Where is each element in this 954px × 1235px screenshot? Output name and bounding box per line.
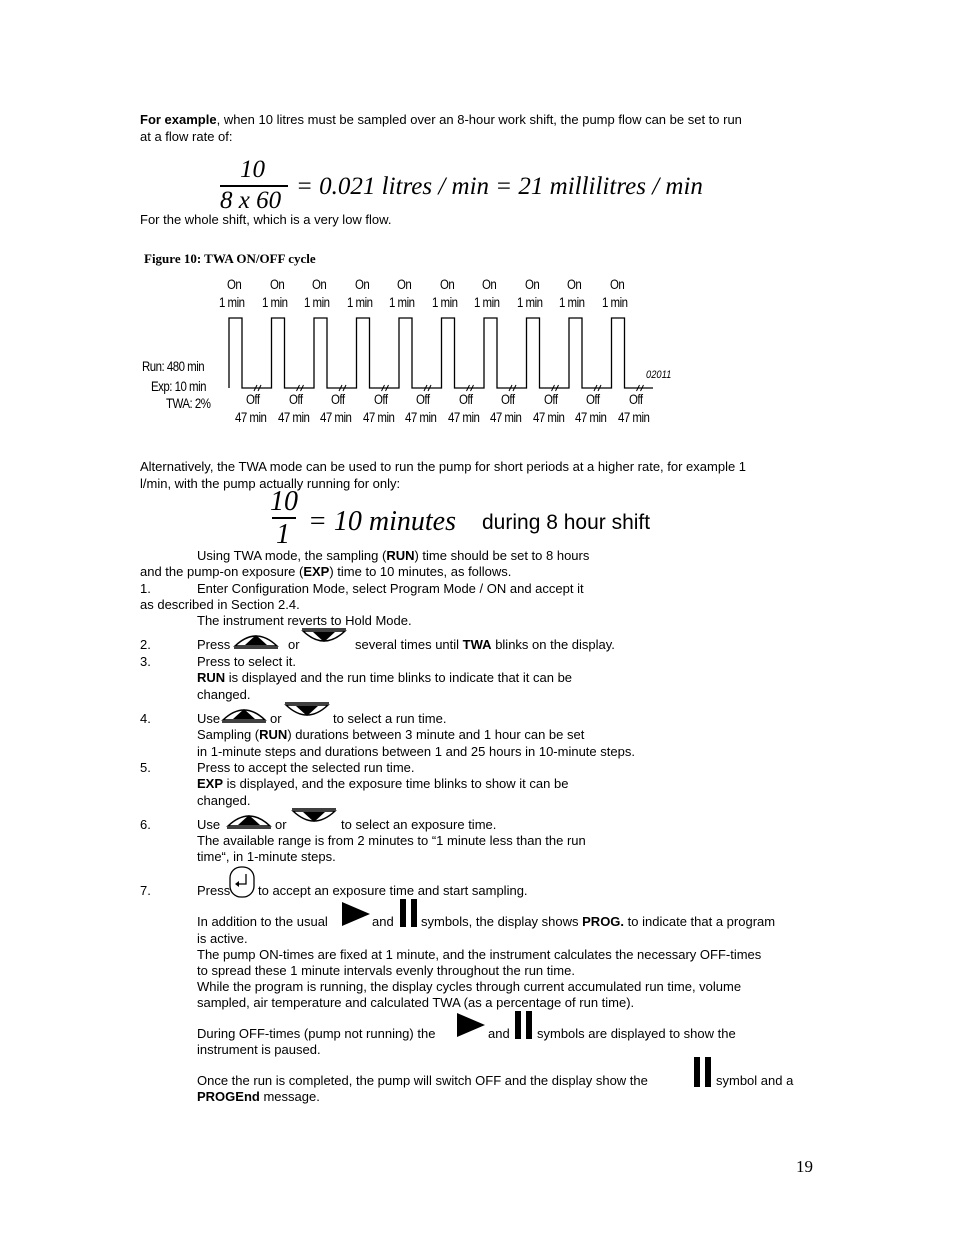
step-1-line-2: as described in Section 2.4. bbox=[140, 597, 300, 612]
step-2-rest: several times until TWA blinks on the display. bbox=[355, 637, 615, 652]
on-label: On bbox=[482, 277, 497, 292]
step-6-line-3: time“, in 1-minute steps. bbox=[197, 849, 336, 864]
on-label: On bbox=[439, 277, 454, 292]
off-label: Off bbox=[501, 392, 515, 407]
on-label: On bbox=[312, 277, 327, 292]
on-label: On bbox=[609, 277, 624, 292]
formula2-rhs: = 10 minutes bbox=[308, 506, 456, 537]
off-duration-label: 47 min bbox=[617, 410, 649, 425]
alt-line-2: l/min, with the pump actually running for only: bbox=[140, 476, 401, 491]
off-duration-label: 47 min bbox=[490, 410, 522, 425]
step-2-press: Press bbox=[197, 637, 231, 652]
on-duration-label: 1 min bbox=[261, 295, 288, 310]
down-arrow-button-icon bbox=[300, 626, 348, 650]
off-duration-label: 47 min bbox=[532, 410, 564, 425]
off-label: Off bbox=[373, 392, 388, 407]
using-line-1: Using TWA mode, the sampling (RUN) time should be set to 8 hours bbox=[197, 548, 590, 563]
figure-caption: Figure 10: TWA ON/OFF cycle bbox=[144, 251, 316, 266]
note-1-and: and bbox=[372, 914, 394, 929]
step-2-number: 2. bbox=[140, 637, 151, 652]
off-duration-label: 47 min bbox=[235, 410, 267, 425]
off-duration-label: 47 min bbox=[320, 410, 352, 425]
on-duration-label: 1 min bbox=[389, 295, 415, 310]
page-number: 19 bbox=[796, 1157, 813, 1176]
alt-line-1: Alternatively, the TWA mode can be used to run the pump for short periods at a higher rate, for example 1 bbox=[140, 459, 747, 474]
up-arrow-button-icon bbox=[225, 807, 273, 831]
intro-line-1: For example, when 10 litres must be sampled over an 8-hour work shift, the pump flow can be set to run bbox=[140, 112, 742, 127]
on-label: On bbox=[524, 277, 539, 292]
step-1-number: 1. bbox=[140, 581, 151, 596]
note-1-a: In addition to the usual bbox=[197, 914, 328, 929]
step-1-line-1: Enter Configuration Mode, select Program Mode / ON and accept it bbox=[197, 581, 584, 596]
on-label: On bbox=[397, 277, 412, 292]
note-5-b: symbol and a bbox=[716, 1073, 794, 1088]
off-duration-label: 47 min bbox=[362, 410, 394, 425]
intro-lead: For example bbox=[140, 112, 217, 127]
on-duration-label: 1 min bbox=[516, 295, 543, 310]
on-duration-label: 1 min bbox=[601, 295, 628, 310]
off-label: Off bbox=[331, 392, 345, 407]
off-duration-label: 47 min bbox=[575, 410, 607, 425]
step-6-line-2: The available range is from 2 minutes to “1 minute less than the run bbox=[197, 833, 586, 848]
off-label: Off bbox=[628, 392, 643, 407]
twa-cycle-diagram bbox=[0, 0, 954, 440]
off-duration-label: 47 min bbox=[447, 410, 479, 425]
formula2-denominator: 1 bbox=[276, 519, 290, 550]
on-label: On bbox=[269, 277, 284, 292]
off-label: Off bbox=[246, 392, 260, 407]
step-3-line-2: RUN is displayed and the run time blinks to indicate that it can be bbox=[197, 670, 573, 685]
off-label: Off bbox=[543, 392, 558, 407]
off-label: Off bbox=[586, 392, 600, 407]
step-6-or: or bbox=[275, 817, 287, 832]
using-line-2: and the pump-on exposure (EXP) time to 10 minutes, as follows. bbox=[140, 564, 512, 579]
step-7-number: 7. bbox=[140, 883, 151, 898]
step-2-or: or bbox=[288, 637, 300, 652]
exp-label: Exp: 10 min bbox=[151, 379, 206, 394]
formula2-numerator: 10 bbox=[270, 486, 298, 517]
step-6-end: to select an exposure time. bbox=[341, 817, 497, 832]
pause-icon bbox=[399, 898, 419, 928]
formula1-denominator: 8 x 60 bbox=[220, 187, 282, 214]
on-duration-label: 1 min bbox=[304, 295, 330, 310]
note-4-line-2: instrument is paused. bbox=[197, 1042, 321, 1057]
note-5-line-2: PROGEnd message. bbox=[197, 1089, 320, 1104]
note-2-line-1: The pump ON-times are fixed at 1 minute, and the instrument calculates the necessary OFF-times bbox=[197, 947, 762, 962]
pause-icon bbox=[693, 1056, 713, 1088]
note-1-line-2: is active. bbox=[197, 931, 248, 946]
on-duration-label: 1 min bbox=[219, 295, 245, 310]
enter-key-icon bbox=[229, 866, 255, 898]
play-icon bbox=[341, 901, 371, 927]
on-duration-label: 1 min bbox=[431, 295, 458, 310]
step-5-line-3: changed. bbox=[197, 793, 251, 808]
step-3-number: 3. bbox=[140, 654, 151, 669]
note-1-b: symbols, the display shows PROG. to indicate that a program bbox=[421, 914, 776, 929]
up-arrow-button-icon bbox=[232, 627, 280, 651]
note-4-and: and bbox=[488, 1026, 510, 1041]
on-label: On bbox=[227, 277, 242, 292]
on-duration-label: 1 min bbox=[346, 295, 373, 310]
down-arrow-button-icon bbox=[290, 806, 338, 830]
formula1-note: For the whole shift, which is a very low flow. bbox=[140, 212, 392, 227]
step-3-line-3: changed. bbox=[197, 687, 251, 702]
step-3-line-1: Press to select it. bbox=[197, 654, 296, 669]
step-6-number: 6. bbox=[140, 817, 151, 832]
step-4-line-3: in 1-minute steps and durations between 1 and 25 hours in 10-minute steps. bbox=[197, 744, 635, 759]
play-icon bbox=[456, 1012, 486, 1038]
figure-code: 02011 bbox=[646, 369, 672, 381]
run-label: Run: 480 min bbox=[142, 359, 205, 374]
on-off-pulse-train bbox=[229, 318, 653, 388]
step-7-press: Press bbox=[197, 883, 231, 898]
on-duration-label: 1 min bbox=[474, 295, 500, 310]
off-label: Off bbox=[458, 392, 473, 407]
on-label: On bbox=[354, 277, 369, 292]
step-4-or: or bbox=[270, 711, 282, 726]
note-4-a: During OFF-times (pump not running) the bbox=[197, 1026, 436, 1041]
off-duration-label: 47 min bbox=[277, 410, 309, 425]
step-5-number: 5. bbox=[140, 760, 151, 775]
up-arrow-button-icon bbox=[220, 701, 268, 725]
on-duration-label: 1 min bbox=[559, 295, 585, 310]
note-2-line-2: to spread these 1 minute intervals evenly throughout the run time. bbox=[197, 963, 575, 978]
step-4-line-2: Sampling (RUN) durations between 3 minute and 1 hour can be set bbox=[197, 727, 585, 742]
formula2-suffix: during 8 hour shift bbox=[482, 511, 651, 534]
off-label: Off bbox=[416, 392, 430, 407]
down-arrow-button-icon bbox=[283, 700, 331, 724]
note-5-a: Once the run is completed, the pump will switch OFF and the display show the bbox=[197, 1073, 648, 1088]
step-1-line-3: The instrument reverts to Hold Mode. bbox=[197, 613, 412, 628]
step-6-use: Use bbox=[197, 817, 221, 832]
on-label: On bbox=[567, 277, 582, 292]
note-3-line-1: While the program is running, the display cycles through current accumulated run time, volume bbox=[197, 979, 742, 994]
step-5-line-1: Press to accept the selected run time. bbox=[197, 760, 415, 775]
step-4-number: 4. bbox=[140, 711, 151, 726]
intro-line-2: at a flow rate of: bbox=[140, 129, 233, 144]
step-4-end: to select a run time. bbox=[333, 711, 447, 726]
formula1-numerator: 10 bbox=[240, 156, 265, 183]
step-5-line-2: EXP is displayed, and the exposure time blinks to show it can be bbox=[197, 776, 569, 791]
off-label: Off bbox=[288, 392, 303, 407]
twa-label: TWA: 2% bbox=[166, 396, 211, 411]
step-4-use: Use bbox=[197, 711, 221, 726]
off-duration-label: 47 min bbox=[405, 410, 437, 425]
formula1-rhs: = 0.021 litres / min = 21 millilitres / min bbox=[296, 173, 703, 200]
note-4-b: symbols are displayed to show the bbox=[537, 1026, 736, 1041]
note-3-line-2: sampled, air temperature and calculated TWA (as a percentage of run time). bbox=[197, 995, 635, 1010]
pause-icon bbox=[514, 1010, 534, 1040]
step-7-end: to accept an exposure time and start sampling. bbox=[258, 883, 528, 898]
